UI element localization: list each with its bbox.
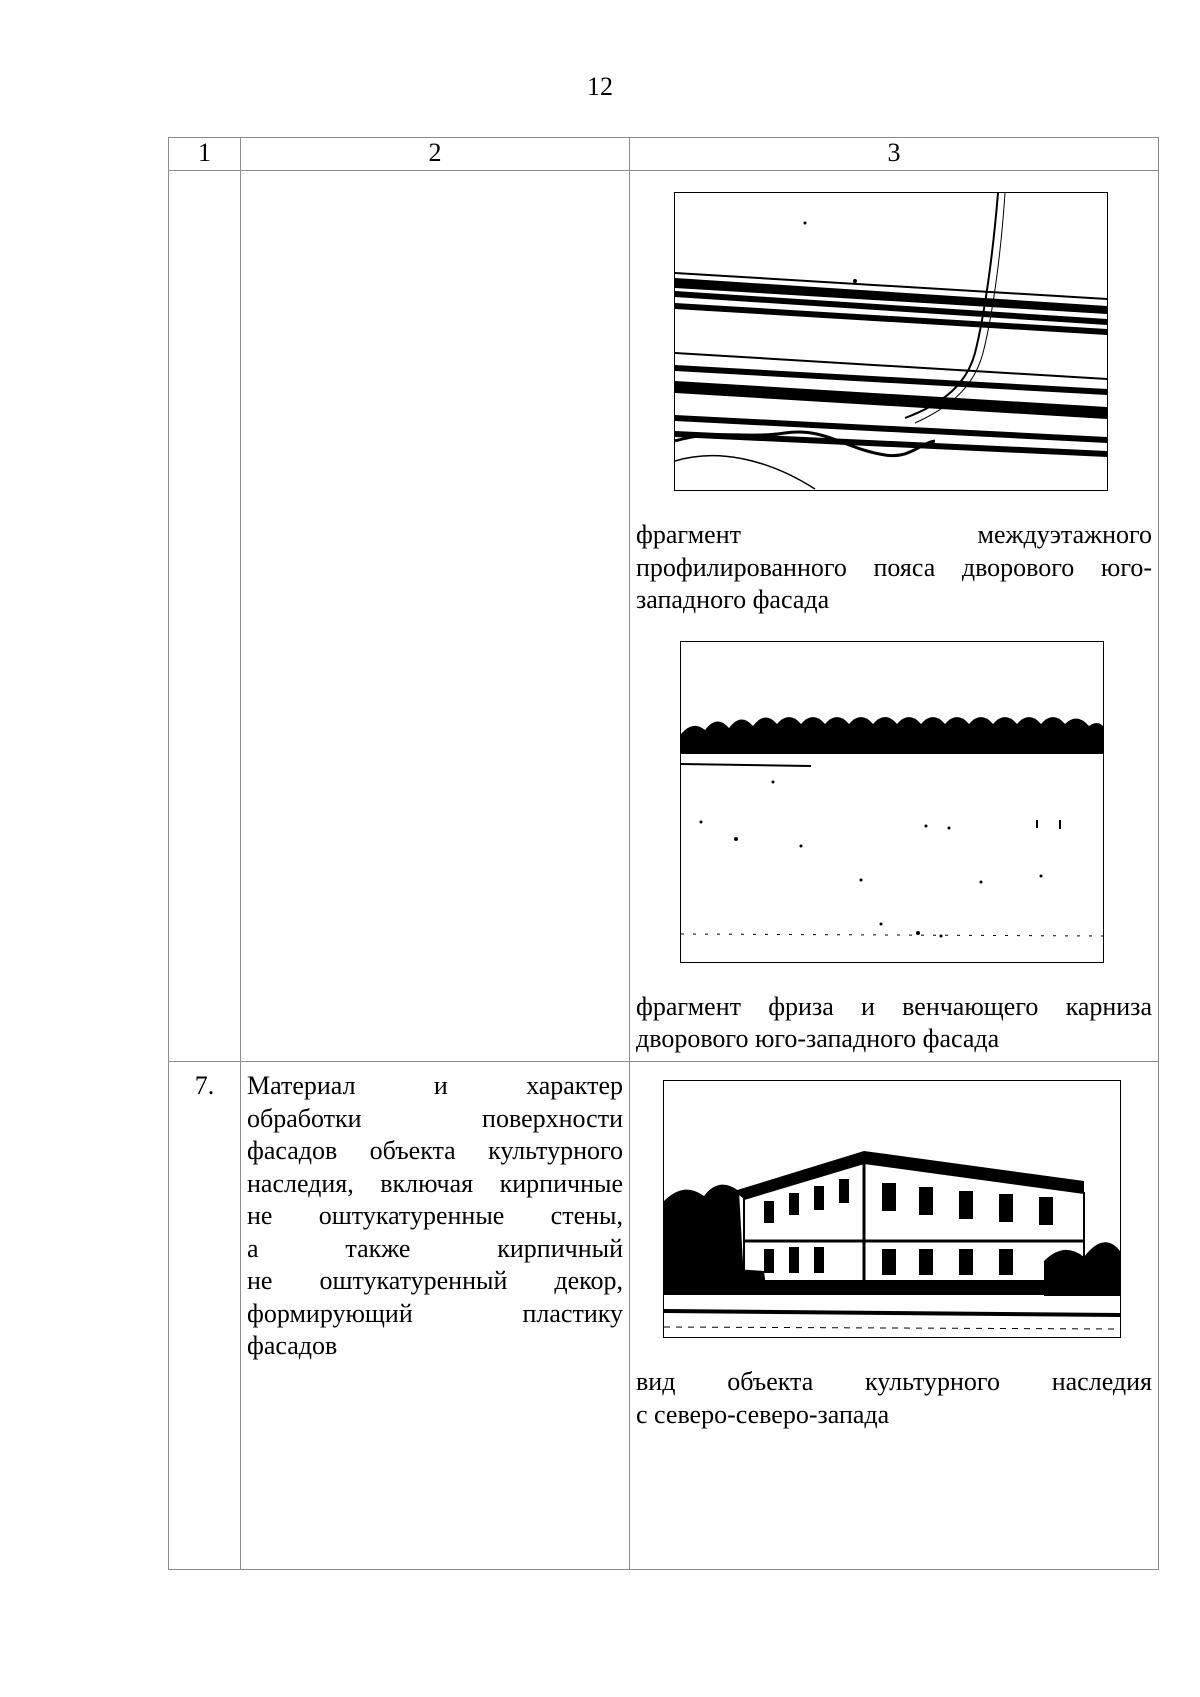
caption-line: западного фасада bbox=[636, 585, 830, 614]
row-7-figure-cell bbox=[630, 1062, 1159, 1570]
row-number: 7. bbox=[169, 1062, 241, 1570]
caption-line: с северо-северо-запада bbox=[636, 1399, 890, 1429]
description-line: фасадов bbox=[247, 1331, 338, 1360]
facade-subject-table bbox=[168, 137, 1159, 1570]
description-cell-empty bbox=[241, 171, 630, 1062]
description-line: не оштукатуренный декор, bbox=[247, 1266, 623, 1295]
row-7-description bbox=[241, 1062, 630, 1570]
description-line: фасадов объекта культурного bbox=[247, 1136, 623, 1165]
header-cell-3: 3 bbox=[630, 138, 1159, 171]
header-cell-1: 1 bbox=[169, 138, 241, 171]
table-row-continued bbox=[169, 171, 1159, 1062]
table-row-7 bbox=[169, 1062, 1159, 1570]
figures-cell bbox=[630, 171, 1159, 1062]
description-line: не оштукатуренные стены, bbox=[247, 1201, 623, 1230]
header-cell-2: 2 bbox=[241, 138, 630, 171]
belt-course-caption bbox=[636, 519, 1152, 617]
caption-line: фрагмент междуэтажного bbox=[636, 520, 1152, 549]
row-number-cell-empty bbox=[169, 171, 241, 1062]
description-line: формирующий пластику bbox=[247, 1298, 623, 1328]
caption-line: фрагмент фриза и венчающего карниза bbox=[636, 991, 1152, 1021]
building-view-caption bbox=[636, 1366, 1152, 1431]
description-line: обработки поверхности bbox=[247, 1103, 623, 1133]
belt-course-photo bbox=[674, 192, 1108, 491]
building-view-photo bbox=[663, 1080, 1121, 1338]
description-line: Материал и характер bbox=[247, 1071, 623, 1100]
caption-line: вид объекта культурного наследия bbox=[636, 1367, 1152, 1396]
caption-line: профилированного пояса дворового юго- bbox=[636, 552, 1152, 582]
frieze-cornice-photo bbox=[680, 641, 1104, 963]
table-header-row bbox=[169, 138, 1159, 171]
page-number: 12 bbox=[587, 72, 613, 101]
description-line: а также кирпичный bbox=[247, 1233, 623, 1263]
frieze-cornice-caption bbox=[636, 991, 1152, 1056]
caption-line: дворового юго-западного фасада bbox=[636, 1024, 1000, 1053]
description-line: наследия, включая кирпичные bbox=[247, 1168, 623, 1198]
